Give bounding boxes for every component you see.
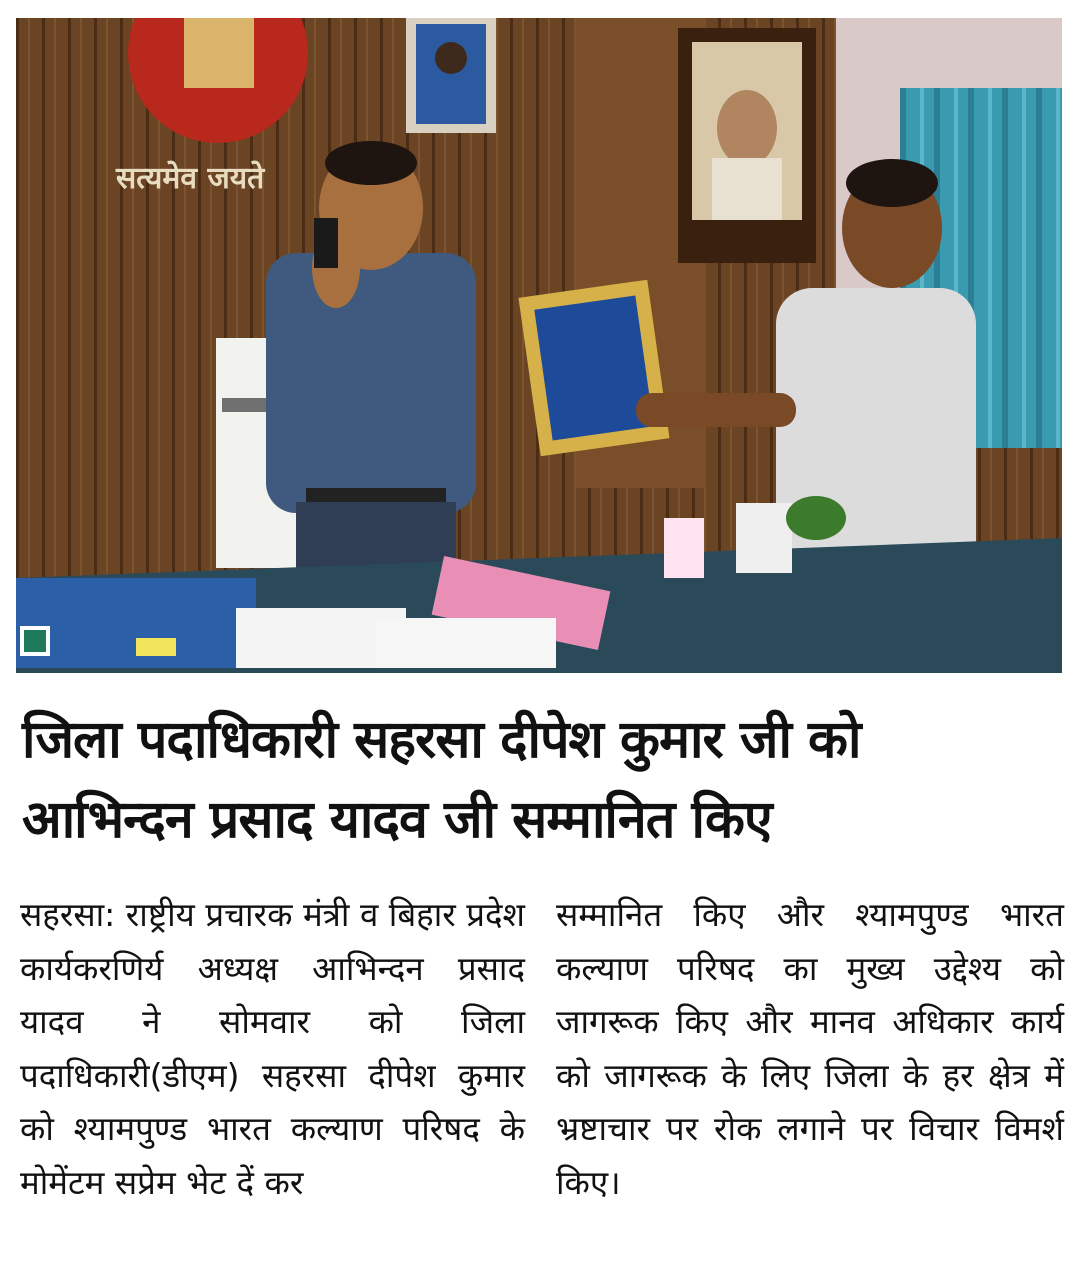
person-left [266,253,476,513]
article-column-2: सम्मानित किए और श्यामपुण्ड भारत कल्याण परिषद का मुख्य उद्देश्य को जागरूक किए और मानव अधिकार कार्य को जागरूक के लिए जिला के हर क्षेत्र में भ्रष्टाचार पर रोक लगाने पर विचार विमर्श किए। [556,895,1064,1202]
photo-corner-marker [20,626,50,656]
headline-line-1: जिला पदाधिकारी सहरसा दीपेश कुमार जी को [22,710,861,770]
emblem-motto: सत्यमेव जयते [116,161,265,196]
headline [22,700,1062,860]
headline-line-2: आभिन्दन प्रसाद यादव जी सम्मानित किए [22,790,772,850]
news-photo [16,18,1062,673]
article-column-1: सहरसा: राष्ट्रीय प्रचारक मंत्री व बिहार प्रदेश कार्यकरणिर्य अध्यक्ष आभिन्दन प्रसाद यादव ने सोमवार को जिला पदाधिकारी(डीएम) सहरसा दीपेश कुमार को श्यामपुण्ड भारत कल्याण परिषद के मोमेंटम सप्रेम भेट दें कर [20,895,525,1202]
